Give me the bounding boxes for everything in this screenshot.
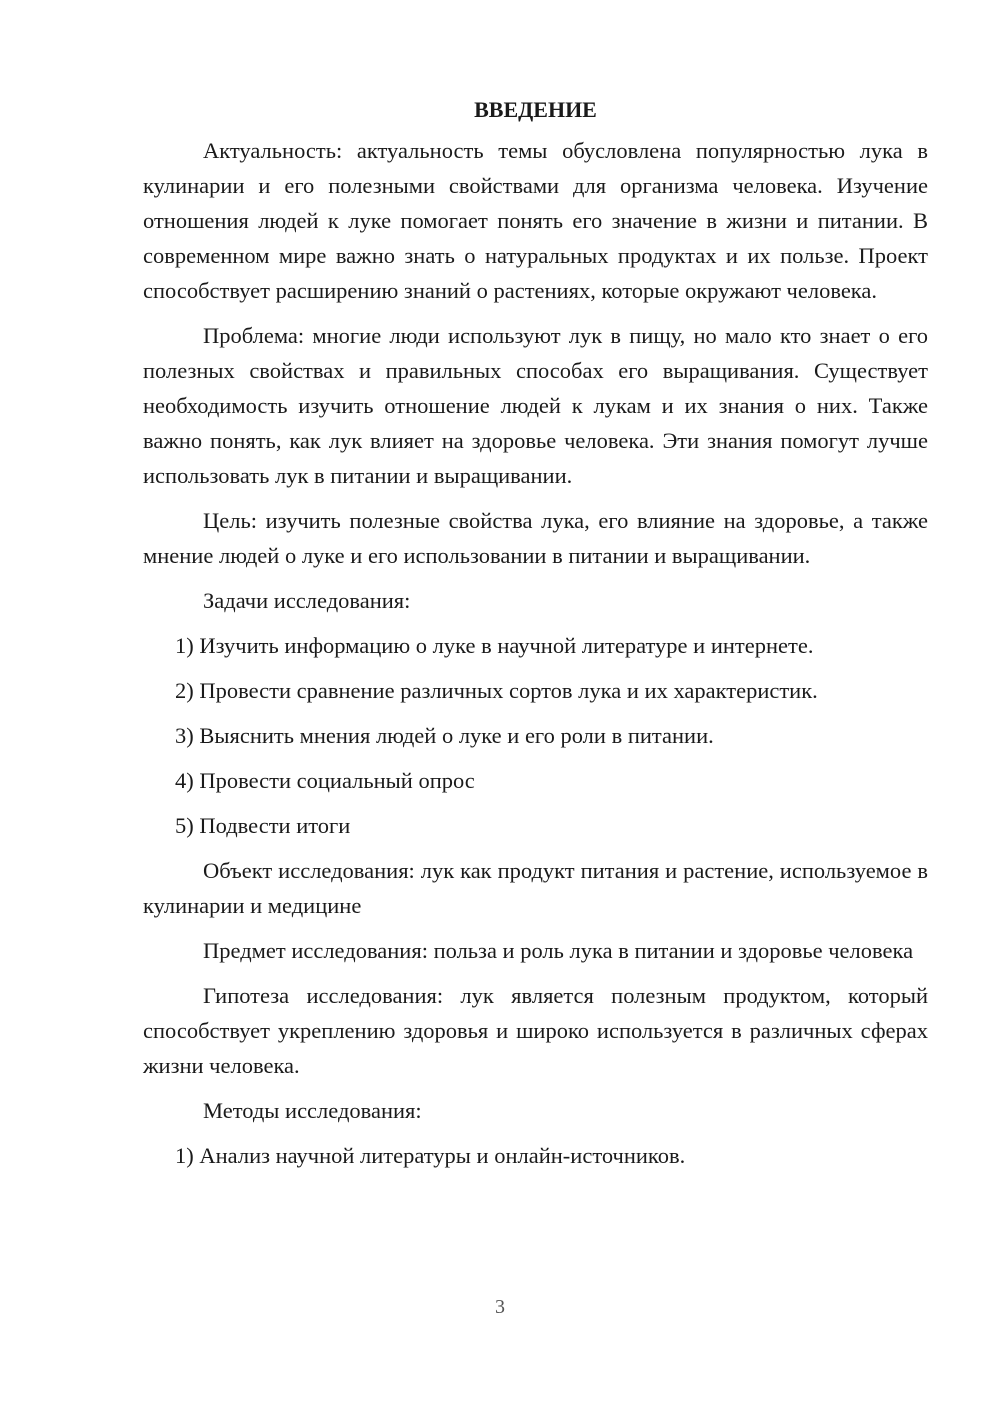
subject-paragraph: Предмет исследования: польза и роль лука в питании и здоровье человека: [203, 938, 914, 963]
object-paragraph: Объект исследования: лук как продукт питания и растение, используемое в кулинарии и медицине: [143, 858, 928, 918]
page-title: ВВЕДЕНИЕ: [474, 97, 597, 122]
relevance-paragraph: Актуальность: актуальность темы обусловлена популярностью лука в кулинарии и его полезными свойствами для организма человека. Изучение отношения людей к луке помогает понять его значение в жизни и питании. В современном мире важно знать о натуральных продуктах и их пользе. Проект способствует расширению знаний о растениях, которые окружают человека.: [143, 138, 928, 303]
methods-list: [143, 1138, 928, 1173]
list-item: 4) Провести социальный опрос: [175, 768, 475, 793]
hypothesis-paragraph: Гипотеза исследования: лук является полезным продуктом, который способствует укреплению здоровья и широко используется в различных сферах жизни человека.: [143, 983, 928, 1078]
tasks-heading: Задачи исследования:: [203, 588, 411, 613]
list-item: 1) Анализ научной литературы и онлайн-источников.: [175, 1143, 686, 1168]
list-item: 2) Провести сравнение различных сортов лука и их характеристик.: [175, 678, 818, 703]
list-item: 5) Подвести итоги: [175, 813, 351, 838]
document-page: [143, 92, 928, 1183]
goal-paragraph: Цель: изучить полезные свойства лука, его влияние на здоровье, а также мнение людей о луке и его использовании в питании и выращивании.: [143, 508, 928, 568]
tasks-list: [143, 628, 928, 843]
page-number: 3: [495, 1296, 505, 1318]
methods-heading: Методы исследования:: [203, 1098, 422, 1123]
problem-paragraph: Проблема: многие люди используют лук в пищу, но мало кто знает о его полезных свойствах и правильных способах его выращивания. Существует необходимость изучить отношение людей к лукам и их знания о них. Также важно понять, как лук влияет на здоровье человека. Эти знания помогут лучше использовать лук в питании и выращивании.: [143, 323, 928, 488]
list-item: 3) Выяснить мнения людей о луке и его роли в питании.: [175, 723, 714, 748]
list-item: 1) Изучить информацию о луке в научной литературе и интернете.: [175, 633, 814, 658]
